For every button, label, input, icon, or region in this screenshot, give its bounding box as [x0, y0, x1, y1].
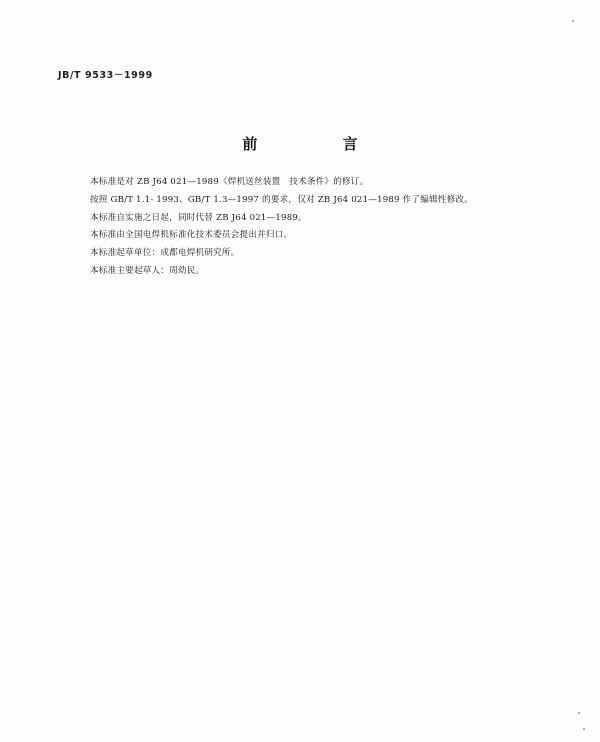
paragraph-drafting-unit: 本标准起草单位：成都电焊机研究所。 [90, 248, 240, 259]
page-title: 前 言 [242, 135, 398, 153]
paragraph-revision: 本标准是对 ZB J64 021—1989《焊机送丝装置 技术条件》的修订。 [90, 177, 369, 187]
scan-speck [578, 712, 580, 714]
foreword-body [90, 174, 560, 281]
paragraph-drafter: 本标准主要起草人：周幼民。 [90, 265, 205, 276]
scan-speck [572, 20, 574, 22]
paragraph-editorial-changes: 按照 GB/T 1.1- 1993、GB/T 1.3—1997 的要求，仅对 ZB J64 021—1989 作了编辑性修改。 [90, 194, 474, 205]
paragraph-proposer: 本标准由全国电焊机标准化技术委员会提出并归口。 [90, 230, 293, 241]
standard-number: JB/T 9533－1999 [58, 70, 153, 81]
paragraph-replacement: 本标准自实施之日起，同时代替 ZB J64 021—1989。 [90, 212, 307, 223]
scan-speck [583, 728, 585, 730]
